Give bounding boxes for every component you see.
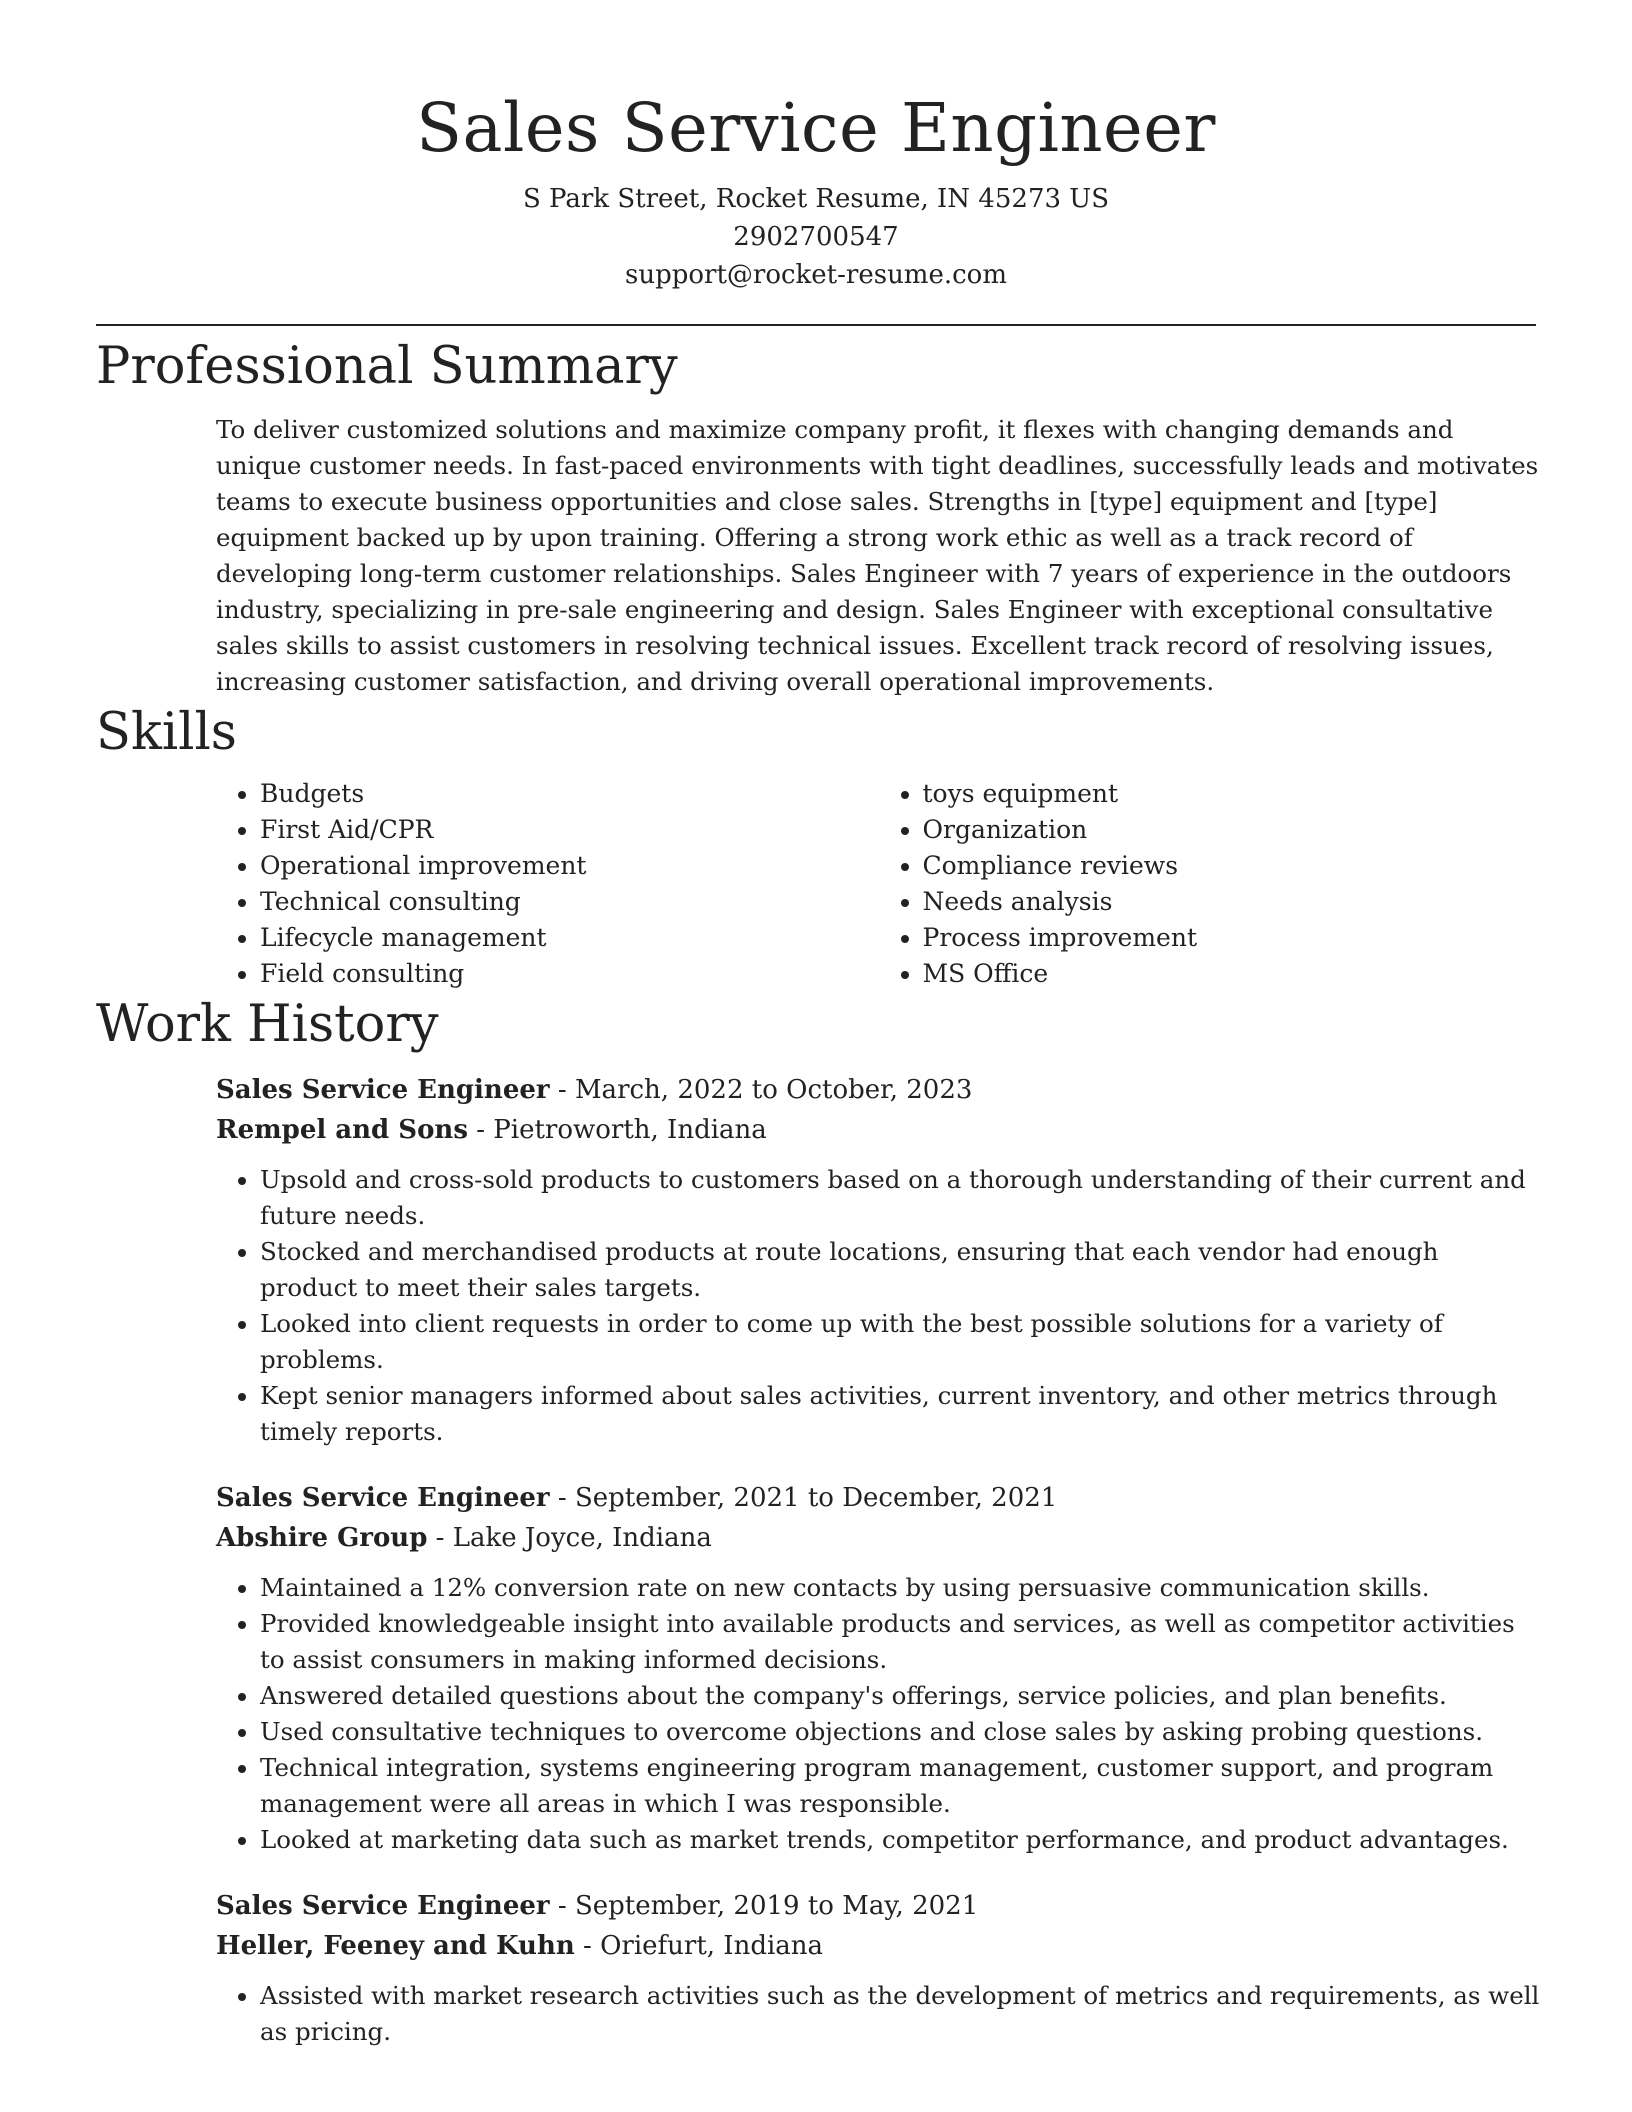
job-company: Rempel and Sons <box>216 1115 468 1145</box>
skill-item: • MS Office <box>923 956 1542 992</box>
job-company: Abshire Group <box>216 1523 428 1553</box>
job-company-line <box>216 1110 1541 1150</box>
job-bullet: • Assisted with market research activities such as the development of metrics and requirements, as well as pricing. <box>260 1978 1541 2050</box>
work-history-section <box>96 992 1540 2050</box>
skills-section <box>96 700 1536 992</box>
job-dates: - September, 2021 to December, 2021 <box>549 1483 1058 1513</box>
resume-header <box>96 0 1536 294</box>
job-bullet: • Used consultative techniques to overcome objections and close sales by asking probing questions. <box>260 1714 1541 1750</box>
resume-page <box>96 0 1540 2112</box>
address: S Park Street, Rocket Resume, IN 45273 US <box>522 184 1110 214</box>
header-divider <box>96 324 1536 326</box>
summary-heading: Professional Summary <box>96 337 678 396</box>
skill-item: • Budgets <box>260 776 879 812</box>
job-dates: - September, 2019 to May, 2021 <box>549 1891 979 1921</box>
contact-info <box>96 180 1536 294</box>
skill-item: • First Aid/CPR <box>260 812 879 848</box>
job-entry <box>216 1478 1541 1858</box>
skill-item: • Process improvement <box>923 920 1542 956</box>
summary-section <box>96 334 1539 700</box>
email: support@rocket-resume.com <box>624 260 1007 290</box>
job-location: - Lake Joyce, Indiana <box>427 1523 712 1553</box>
skills-heading: Skills <box>96 703 237 762</box>
skills-column-right <box>879 776 1542 992</box>
skills-list <box>216 776 1541 992</box>
job-company-line <box>216 1518 1541 1558</box>
candidate-name: Sales Service Engineer <box>416 89 1216 167</box>
job-bullet: • Answered detailed questions about the company's offerings, service policies, and plan benefits. <box>260 1678 1541 1714</box>
skill-item: • Needs analysis <box>923 884 1542 920</box>
job-role: Sales Service Engineer <box>216 1075 550 1105</box>
job-role: Sales Service Engineer <box>216 1483 550 1513</box>
skill-item: • toys equipment <box>923 776 1542 812</box>
job-bullet: • Provided knowledgeable insight into available products and services, as well as competitor activities to assist consumers in making informed decisions. <box>260 1606 1541 1678</box>
job-dates: - March, 2022 to October, 2023 <box>549 1075 973 1105</box>
skill-item: • Compliance reviews <box>923 848 1542 884</box>
skills-column-left <box>216 776 879 992</box>
job-company: Heller, Feeney and Kuhn <box>216 1931 575 1961</box>
work-history-heading: Work History <box>96 995 439 1054</box>
job-bullet: • Stocked and merchandised products at route locations, ensuring that each vendor had enough product to meet their sales targets. <box>260 1234 1541 1306</box>
skill-item: • Lifecycle management <box>260 920 879 956</box>
phone: 2902700547 <box>733 222 899 252</box>
job-location: - Pietroworth, Indiana <box>467 1115 767 1145</box>
job-role: Sales Service Engineer <box>216 1891 550 1921</box>
job-bullet: • Technical integration, systems engineering program management, customer support, and program management were all areas in which I was responsible. <box>260 1750 1541 1822</box>
summary-text: To deliver customized solutions and maximize company profit, it flexes with changing demands and unique customer needs. In fast-paced environments with tight deadlines, successfully leads and motivates teams to execute business opportunities and close sales. Strengths in [type] equipment and [type] equipment backed up by upon training. Offering a strong work ethic as well as a track record of developing long-term customer relationships. Sales Engineer with 7 years of experience in the outdoors industry, specializing in pre-sale engineering and design. Sales Engineer with exceptional consultative sales skills to assist customers in resolving technical issues. Excellent track record of resolving issues, increasing customer satisfaction, and driving overall operational improvements. <box>216 415 1539 696</box>
skill-item: • Operational improvement <box>260 848 879 884</box>
job-company-line <box>216 1926 1541 1966</box>
job-bullet: • Upsold and cross-sold products to customers based on a thorough understanding of their current and future needs. <box>260 1162 1541 1234</box>
job-title-line <box>216 1070 1541 1110</box>
skill-item: • Organization <box>923 812 1542 848</box>
job-title-line <box>216 1886 1541 1926</box>
job-bullets <box>216 1570 1541 1858</box>
skill-item: • Technical consulting <box>260 884 879 920</box>
skill-item: • Field consulting <box>260 956 879 992</box>
job-title-line <box>216 1478 1541 1518</box>
job-bullet: • Kept senior managers informed about sales activities, current inventory, and other metrics through timely reports. <box>260 1378 1541 1450</box>
job-entry <box>216 1070 1541 1450</box>
job-bullet: • Looked into client requests in order to come up with the best possible solutions for a variety of problems. <box>260 1306 1541 1378</box>
job-bullet: • Looked at marketing data such as market trends, competitor performance, and product advantages. <box>260 1822 1541 1858</box>
job-location: - Oriefurt, Indiana <box>574 1931 824 1961</box>
job-entry <box>216 1886 1541 2050</box>
job-bullets <box>216 1978 1541 2050</box>
job-bullet: • Maintained a 12% conversion rate on new contacts by using persuasive communication skills. <box>260 1570 1541 1606</box>
job-bullets <box>216 1162 1541 1450</box>
